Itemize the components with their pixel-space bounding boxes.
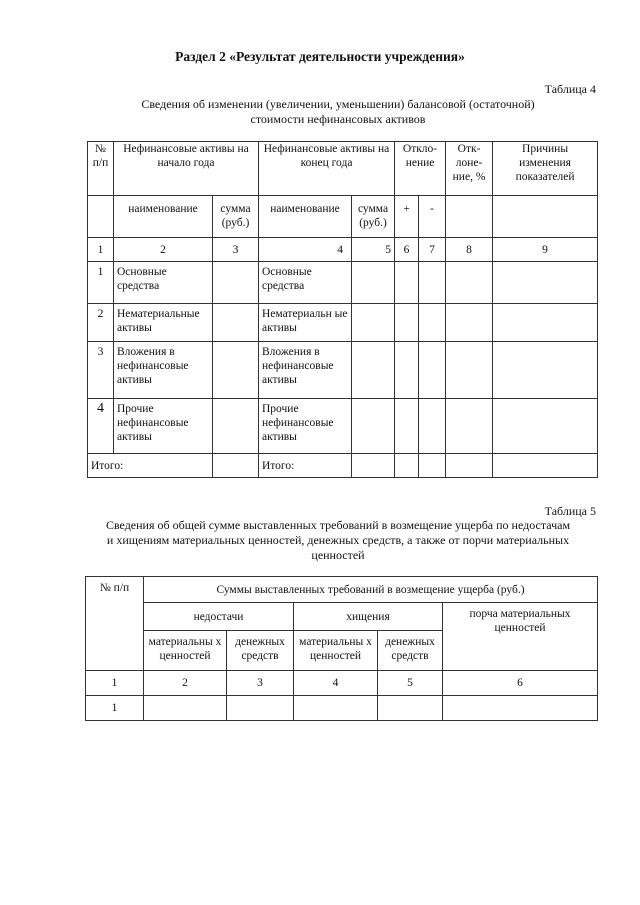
t5-colnum: 5 bbox=[378, 671, 443, 696]
t5-header-num: № п/п bbox=[86, 577, 144, 671]
t4-cell bbox=[352, 304, 395, 342]
t5-colnum: 6 bbox=[443, 671, 598, 696]
t4-cell bbox=[395, 262, 419, 304]
t4-row-end-name: Нематериальн ые активы bbox=[259, 304, 352, 342]
t4-header-end: Нефинансовые активы на конец года bbox=[259, 142, 395, 196]
t4-header-sum: сумма (руб.) bbox=[352, 196, 395, 238]
t4-cell bbox=[395, 342, 419, 399]
t4-cell bbox=[213, 342, 259, 399]
t4-colnum: 9 bbox=[493, 238, 598, 262]
t4-row-start-name: Прочие нефинансовые активы bbox=[114, 399, 213, 454]
t4-row-num: 3 bbox=[88, 342, 114, 399]
t4-cell bbox=[493, 304, 598, 342]
t4-cell bbox=[446, 454, 493, 478]
t4-cell bbox=[352, 342, 395, 399]
t4-colnum: 7 bbox=[419, 238, 446, 262]
t4-total-end: Итого: bbox=[259, 454, 352, 478]
t5-header-material: материальны х ценностей bbox=[294, 631, 378, 671]
t4-header-num: № п/п bbox=[88, 142, 114, 196]
t4-total-start: Итого: bbox=[88, 454, 213, 478]
t4-colnum: 8 bbox=[446, 238, 493, 262]
t4-header-deviation: Откло-нение bbox=[395, 142, 446, 196]
t5-header-shortage: недостачи bbox=[144, 603, 294, 631]
section-title: Раздел 2 «Результат деятельности учреждения» bbox=[175, 49, 465, 64]
t4-cell bbox=[395, 304, 419, 342]
t4-cell bbox=[493, 342, 598, 399]
t4-header-sum: сумма (руб.) bbox=[213, 196, 259, 238]
t4-cell bbox=[352, 262, 395, 304]
t5-colnum: 2 bbox=[144, 671, 227, 696]
t4-cell bbox=[419, 399, 446, 454]
t4-row-num: 1 bbox=[88, 262, 114, 304]
t4-cell bbox=[446, 262, 493, 304]
t4-cell bbox=[213, 454, 259, 478]
t4-header-minus: - bbox=[419, 196, 446, 238]
t4-colnum: 1 bbox=[88, 238, 114, 262]
t5-header-cash: денежных средств bbox=[227, 631, 294, 671]
t4-header-name: наименование bbox=[114, 196, 213, 238]
t4-cell bbox=[213, 304, 259, 342]
table5-label: Таблица 5 bbox=[544, 504, 596, 518]
t4-cell bbox=[446, 304, 493, 342]
table4-caption bbox=[78, 97, 598, 127]
table4 bbox=[87, 141, 598, 478]
t4-cell bbox=[419, 342, 446, 399]
t4-row-end-name: Вложения в нефинансовые активы bbox=[259, 342, 352, 399]
t4-row-start-name: Вложения в нефинансовые активы bbox=[114, 342, 213, 399]
t4-row-num: 2 bbox=[88, 304, 114, 342]
t4-cell bbox=[419, 304, 446, 342]
t5-row-num: 1 bbox=[86, 696, 144, 721]
table5-caption-line: ценностей bbox=[311, 548, 365, 562]
table5-caption-line: и хищениям материальных ценностей, денежных средств, а также от порчи материальных bbox=[106, 533, 570, 547]
t4-header-name: наименование bbox=[259, 196, 352, 238]
table4-caption-line: Сведения об изменении (увеличении, уменьшении) балансовой (остаточной) bbox=[141, 97, 535, 111]
t4-cell bbox=[493, 399, 598, 454]
t4-cell bbox=[352, 399, 395, 454]
t5-header-cash: денежных средств bbox=[378, 631, 443, 671]
t5-header-theft: хищения bbox=[294, 603, 443, 631]
t5-header-damage: порча материальных ценностей bbox=[443, 603, 598, 671]
table5 bbox=[85, 576, 598, 721]
t4-colnum: 6 bbox=[395, 238, 419, 262]
t4-header-plus: + bbox=[395, 196, 419, 238]
t5-cell bbox=[378, 696, 443, 721]
t5-cell bbox=[443, 696, 598, 721]
t4-cell bbox=[395, 454, 419, 478]
t4-row-num: 4 bbox=[88, 399, 114, 454]
t4-cell bbox=[446, 399, 493, 454]
t4-colnum: 2 bbox=[114, 238, 213, 262]
t4-cell bbox=[493, 262, 598, 304]
t4-row-end-name: Основные средства bbox=[259, 262, 352, 304]
t4-cell bbox=[213, 399, 259, 454]
t4-cell bbox=[419, 454, 446, 478]
t5-colnum: 1 bbox=[86, 671, 144, 696]
t5-colnum: 4 bbox=[294, 671, 378, 696]
t4-cell bbox=[446, 342, 493, 399]
t5-cell bbox=[227, 696, 294, 721]
t4-header-start: Нефинансовые активы на начало года bbox=[114, 142, 259, 196]
t4-colnum: 5 bbox=[352, 238, 395, 262]
t4-cell bbox=[419, 262, 446, 304]
t4-cell bbox=[395, 399, 419, 454]
t4-cell bbox=[493, 196, 598, 238]
t5-cell bbox=[294, 696, 378, 721]
t4-row-end-name: Прочие нефинансовые активы bbox=[259, 399, 352, 454]
t4-cell bbox=[213, 262, 259, 304]
t5-colnum: 3 bbox=[227, 671, 294, 696]
t4-row-start-name: Нематериальные активы bbox=[114, 304, 213, 342]
table4-caption-line: стоимости нефинансовых активов bbox=[250, 112, 426, 126]
table5-caption bbox=[58, 518, 618, 563]
t4-colnum: 4 bbox=[259, 238, 352, 262]
t5-header-sums: Суммы выставленных требований в возмещение ущерба (руб.) bbox=[144, 577, 598, 603]
t4-header-reasons: Причины изменения показателей bbox=[493, 142, 598, 196]
t4-header-deviation-pct: Отк-лоне-ние, % bbox=[446, 142, 493, 196]
t5-header-material: материальны х ценностей bbox=[144, 631, 227, 671]
t4-row-start-name: Основные средства bbox=[114, 262, 213, 304]
table4-label: Таблица 4 bbox=[544, 82, 596, 96]
t4-cell bbox=[88, 196, 114, 238]
table5-caption-line: Сведения об общей сумме выставленных требований в возмещение ущерба по недостачам bbox=[105, 518, 571, 532]
t4-cell bbox=[493, 454, 598, 478]
t4-colnum: 3 bbox=[213, 238, 259, 262]
t5-cell bbox=[144, 696, 227, 721]
t4-cell bbox=[446, 196, 493, 238]
t4-cell bbox=[352, 454, 395, 478]
